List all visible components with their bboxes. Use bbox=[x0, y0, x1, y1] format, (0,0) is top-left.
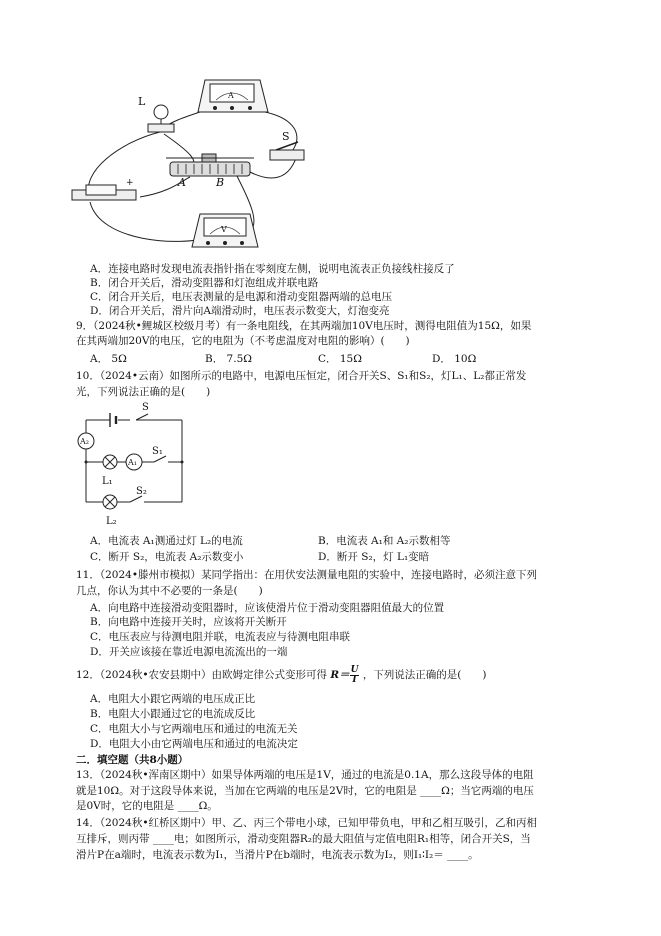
q13-stem-line2: 就是10Ω。对于这段导体来说，当加在它两端的电压是2V时，它的电阻是 ____Ω；当它两端的电压 bbox=[76, 785, 534, 797]
q12-formula-lhs: R＝ bbox=[330, 669, 350, 681]
q10-option-b: B．电流表 A₁和 A₂示数相等 bbox=[318, 535, 451, 547]
q12-formula-fraction bbox=[350, 666, 360, 685]
fig-label-S1: S₁ bbox=[152, 446, 163, 457]
q10-stem-line1: 10．（2024•云南）如图所示的电路中，电源电压恒定，闭合开关S、S₁和S₂，灯L₁、L₂都正常发 bbox=[76, 370, 527, 382]
q8-option-c: C．闭合开关后，电压表测量的是电源和滑动变阻器两端的总电压 bbox=[90, 291, 393, 303]
q12-stem-prefix: 12．（2024秋•农安县期中）由欧姆定律公式变形可得 bbox=[76, 669, 328, 681]
figure-circuit-q10 bbox=[70, 398, 190, 528]
q12-option-a: A．电阻大小跟它两端的电压成正比 bbox=[90, 693, 256, 705]
switch bbox=[270, 130, 304, 160]
q12-option-c: C．电阻大小与它两端电压和通过的电流无关 bbox=[90, 723, 298, 735]
q10-option-a: A．电流表 A₁测通过灯 L₂的电流 bbox=[90, 535, 243, 547]
lamp bbox=[138, 95, 174, 132]
q9-stem-line1: 9．（2024秋•鲤城区校级月考）有一条电阻线，在其两端加10V电压时，测得电阻值为15Ω，如果 bbox=[76, 320, 532, 332]
fig-label-L2: L₂ bbox=[106, 516, 117, 527]
label-S: S bbox=[282, 130, 290, 143]
battery bbox=[72, 178, 136, 200]
q11-option-a: A．向电路中连接滑动变阻器时，应该使滑片位于滑动变阻器阻值最大的位置 bbox=[90, 602, 445, 614]
q9-option-c: C． 15Ω bbox=[318, 353, 362, 365]
q11-stem-line2: 几点，你认为其中不必要的一条是( ) bbox=[76, 585, 263, 597]
label-A: A bbox=[178, 176, 186, 189]
q12-option-b: B．电阻大小跟通过它的电流成反比 bbox=[90, 708, 256, 720]
section-title-fill-in: 二．填空题（共8小题） bbox=[76, 754, 189, 766]
fig-label-S2: S₂ bbox=[136, 486, 147, 497]
q10-option-c: C．断开 S₂，电流表 A₂示数变小 bbox=[90, 551, 244, 563]
voltmeter bbox=[192, 214, 258, 247]
q14-stem-line3: 滑片P在a端时，电流表示数为I₁，当滑片P在b端时，电流表示数为I₂，则I₁∶I₂＝ ____。 bbox=[76, 849, 479, 861]
q11-option-c: C．电压表应与待测电阻并联，电流表应与待测电阻串联 bbox=[90, 631, 351, 643]
label-L: L bbox=[138, 95, 146, 108]
q9-option-b: B． 7.5Ω bbox=[205, 353, 252, 365]
q14-stem-line2: 互排斥，则丙带 ____电；如图所示，滑动变阻器R₂的最大阻值与定值电阻R₁相等，闭合开关S，当 bbox=[76, 833, 531, 845]
q9-stem-line2: 在其两端加20V的电压，它的电阻为（不考虑温度对电阻的影响）( ) bbox=[76, 335, 410, 347]
ammeter-symbol: A bbox=[228, 91, 234, 100]
q13-stem-line1: 13．（2024秋•浑南区期中）如果导体两端的电压是1V，通过的电流是0.1A，那么这段导体的电阻 bbox=[76, 769, 534, 781]
q12-stem-suffix: ，下列说法正确的是( ) bbox=[362, 669, 487, 681]
wire bbox=[90, 202, 210, 241]
voltmeter-symbol: V bbox=[221, 225, 227, 234]
q10-stem-line2: 光，下列说法正确的是( ) bbox=[76, 386, 211, 398]
label-B: B bbox=[216, 176, 225, 189]
fig-label-S: S bbox=[142, 402, 149, 413]
q12-stem bbox=[76, 664, 487, 686]
battery-plus: + bbox=[126, 178, 134, 188]
fig-label-L1: L₁ bbox=[102, 476, 113, 487]
fig-label-A1: A₁ bbox=[128, 458, 137, 467]
figure-circuit-physical bbox=[60, 72, 320, 262]
q8-option-d: D．闭合开关后，滑片向A端滑动时，电压表示数变大，灯泡变亮 bbox=[90, 305, 390, 317]
ammeter bbox=[198, 80, 268, 112]
q10-option-d: D．断开 S₂，灯 L₁变暗 bbox=[318, 551, 430, 563]
fig-label-A2: A₂ bbox=[80, 437, 89, 446]
q12-formula-denominator: I bbox=[352, 674, 357, 685]
q14-stem-line1: 14．（2024秋•红桥区期中）甲、乙、丙三个带电小球，已知甲带负电，甲和乙相互吸引，乙和丙相 bbox=[76, 817, 538, 829]
q8-option-a: A．连接电路时发现电流表指针指在零刻度左侧，说明电流表正负接线柱接反了 bbox=[90, 263, 455, 275]
q12-formula-numerator: U bbox=[350, 664, 359, 675]
q13-stem-line3: 是0V时，它的电阻是 ____Ω。 bbox=[76, 800, 218, 812]
q11-option-b: B．向电路中连接开关时，应该将开关断开 bbox=[90, 616, 287, 628]
q12-option-d: D．电阻大小由它两端电压和通过的电流决定 bbox=[90, 738, 298, 750]
q11-stem-line1: 11．（2024•滕州市模拟）某同学指出：在用伏安法测量电阻的实验中，连接电路时，必须注意下列 bbox=[76, 569, 538, 581]
q9-option-d: D． 10Ω bbox=[432, 353, 477, 365]
q8-option-b: B．闭合开关后，滑动变阻器和灯泡组成并联电路 bbox=[90, 277, 319, 289]
q11-option-d: D．开关应该接在靠近电源电流流出的一端 bbox=[90, 646, 288, 658]
q9-option-a: A． 5Ω bbox=[90, 353, 127, 365]
